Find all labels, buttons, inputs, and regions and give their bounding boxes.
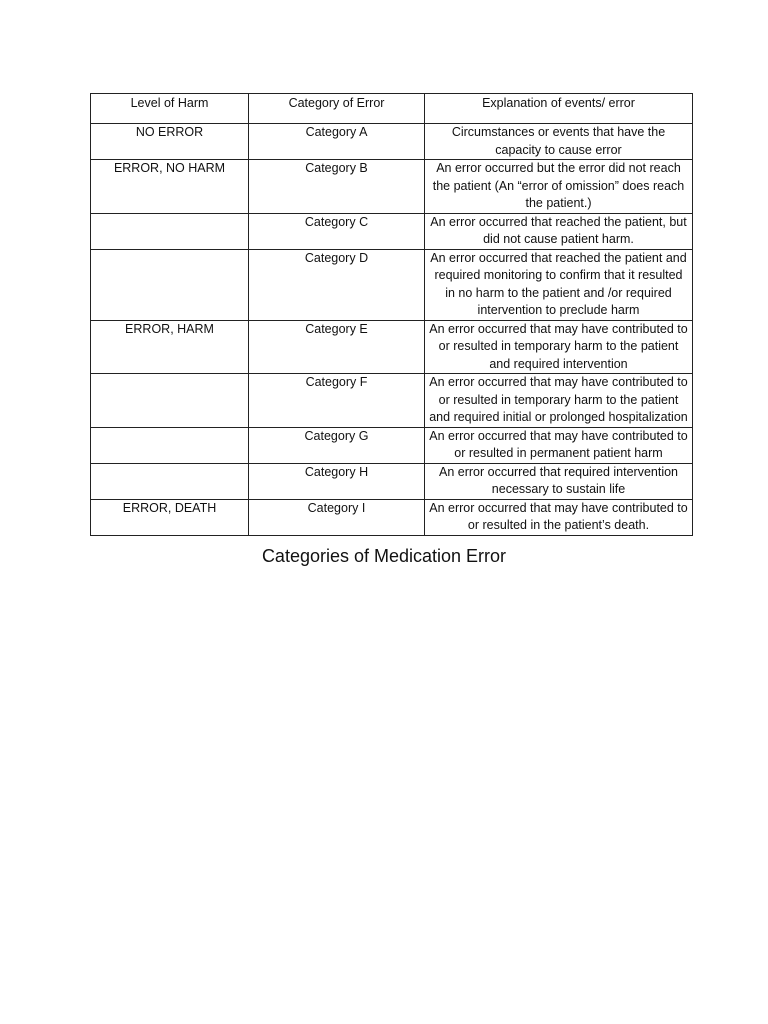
table-row <box>91 320 693 374</box>
category-cell: Category D <box>249 249 425 320</box>
table-row <box>91 160 693 214</box>
table-row <box>91 463 693 499</box>
table-row <box>91 124 693 160</box>
level-cell: NO ERROR <box>91 124 249 160</box>
category-cell: Category C <box>249 213 425 249</box>
explanation-cell: An error occurred but the error did not reach the patient (An “error of omission” does reach the patient.) <box>425 160 693 214</box>
category-cell: Category I <box>249 499 425 535</box>
category-cell: Category A <box>249 124 425 160</box>
table-row <box>91 427 693 463</box>
level-cell: ERROR, NO HARM <box>91 160 249 214</box>
level-cell <box>91 374 249 428</box>
table-caption: Categories of Medication Error <box>261 546 507 566</box>
table-header-row <box>91 94 693 124</box>
header-explanation: Explanation of events/ error <box>425 94 693 124</box>
explanation-cell: An error occurred that may have contributed to or resulted in temporary harm to the patient and required initial or prolonged hospitalization <box>425 374 693 428</box>
explanation-cell: An error occurred that may have contributed to or resulted in permanent patient harm <box>425 427 693 463</box>
level-cell: ERROR, HARM <box>91 320 249 374</box>
explanation-cell: An error occurred that required intervention necessary to sustain life <box>425 463 693 499</box>
table-row <box>91 499 693 535</box>
header-category-of-error: Category of Error <box>249 94 425 124</box>
table-row <box>91 249 693 320</box>
table-row <box>91 374 693 428</box>
explanation-cell: Circumstances or events that have the capacity to cause error <box>425 124 693 160</box>
header-level-of-harm: Level of Harm <box>91 94 249 124</box>
level-cell <box>91 463 249 499</box>
level-cell <box>91 213 249 249</box>
explanation-cell: An error occurred that may have contributed to or resulted in the patient’s death. <box>425 499 693 535</box>
category-cell: Category E <box>249 320 425 374</box>
category-cell: Category G <box>249 427 425 463</box>
level-cell <box>91 427 249 463</box>
category-cell: Category H <box>249 463 425 499</box>
category-cell: Category B <box>249 160 425 214</box>
explanation-cell: An error occurred that reached the patient and required monitoring to confirm that it resulted in no harm to the patient and /or required intervention to preclude harm <box>425 249 693 320</box>
level-cell: ERROR, DEATH <box>91 499 249 535</box>
table-row <box>91 213 693 249</box>
explanation-cell: An error occurred that reached the patient, but did not cause patient harm. <box>425 213 693 249</box>
explanation-cell: An error occurred that may have contributed to or resulted in temporary harm to the patient and required intervention <box>425 320 693 374</box>
level-cell <box>91 249 249 320</box>
medication-error-table <box>90 93 693 536</box>
category-cell: Category F <box>249 374 425 428</box>
